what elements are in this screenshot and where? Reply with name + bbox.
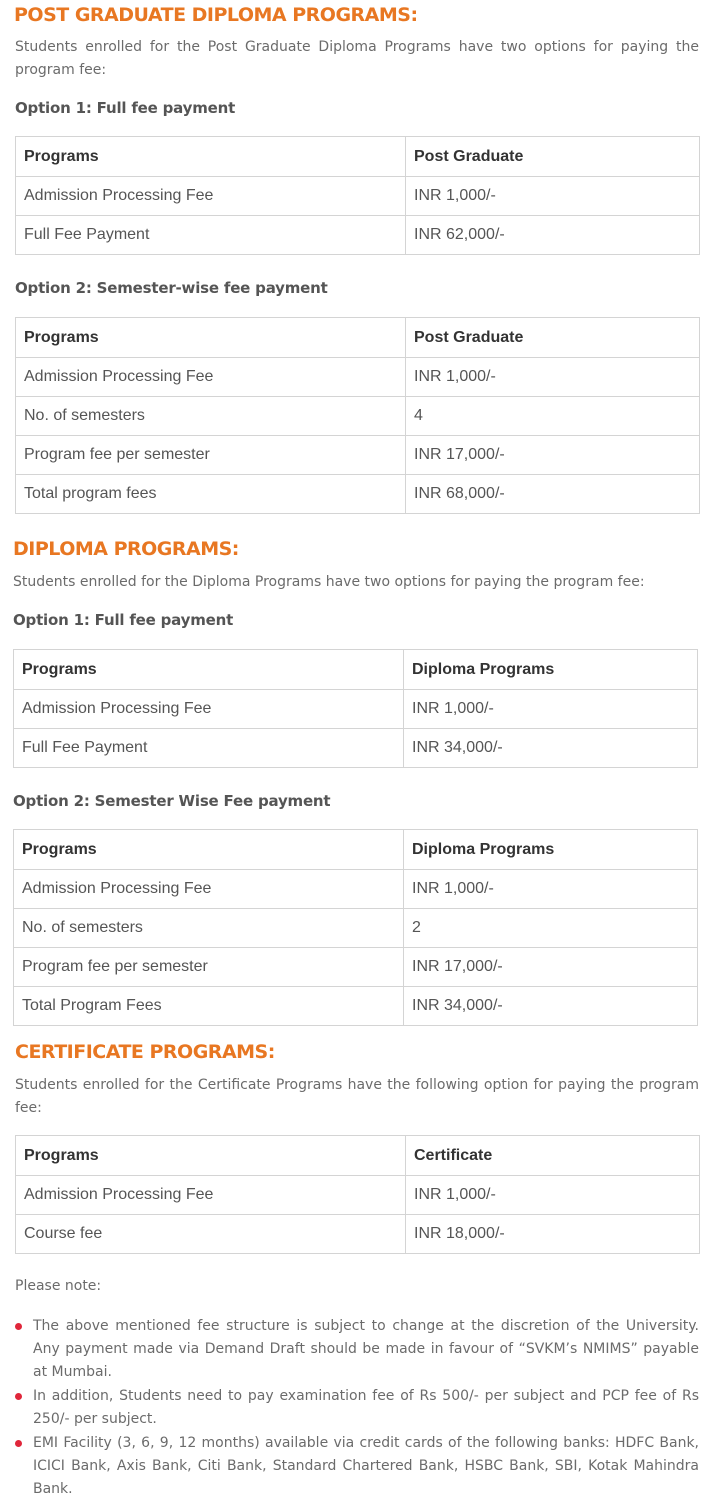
table-header-cell: Certificate [406, 1136, 700, 1176]
pg-option1-table [15, 136, 700, 255]
table-header-row [16, 318, 700, 358]
table-cell: INR 34,000/- [404, 987, 698, 1026]
certificate-intro: Students enrolled for the Certificate Programs have the following option for paying the program fee: [15, 1077, 699, 1116]
table-cell: Admission Processing Fee [14, 690, 404, 729]
table-cell: 2 [404, 909, 698, 948]
table-header-cell: Programs [16, 137, 406, 177]
note-text: In addition, Students need to pay examination fee of Rs 500/- per subject and PCP fee of Rs 250/- per subject. [33, 1388, 699, 1427]
table-row [16, 436, 700, 475]
notes-list [15, 1315, 699, 1502]
table-cell: INR 1,000/- [406, 1176, 700, 1215]
table-cell: Admission Processing Fee [16, 177, 406, 216]
table-row [16, 1215, 700, 1254]
table-cell: Full Fee Payment [16, 216, 406, 255]
table-cell: INR 1,000/- [404, 870, 698, 909]
table-cell: Admission Processing Fee [14, 870, 404, 909]
table-row [14, 987, 698, 1026]
table-row [16, 358, 700, 397]
table-header-cell: Programs [14, 830, 404, 870]
table-cell: Total Program Fees [14, 987, 404, 1026]
table-cell: Admission Processing Fee [16, 1176, 406, 1215]
list-item [15, 1432, 699, 1501]
table-cell: Full Fee Payment [14, 729, 404, 768]
table-row [14, 690, 698, 729]
table-header-cell: Diploma Programs [404, 650, 698, 690]
table-cell: Program fee per semester [16, 436, 406, 475]
table-cell: INR 1,000/- [406, 177, 700, 216]
table-cell: INR 1,000/- [404, 690, 698, 729]
bullet-icon [15, 1323, 22, 1330]
bullet-icon [15, 1393, 22, 1400]
table-cell: Course fee [16, 1215, 406, 1254]
diploma-intro: Students enrolled for the Diploma Programs have two options for paying the program fee: [13, 574, 645, 590]
notes-label: Please note: [15, 1278, 102, 1294]
table-cell: Total program fees [16, 475, 406, 514]
note-text: The above mentioned fee structure is subject to change at the discretion of the University. Any payment made via Demand Draft should be made in favour of “SVKM’s NMIMS” payable at Mumbai. [33, 1318, 699, 1380]
table-cell: INR 1,000/- [406, 358, 700, 397]
table-header-cell: Diploma Programs [404, 830, 698, 870]
table-row [16, 216, 700, 255]
table-row [14, 948, 698, 987]
table-cell: No. of semesters [14, 909, 404, 948]
list-item [15, 1385, 699, 1431]
table-row [16, 1176, 700, 1215]
table-cell: INR 34,000/- [404, 729, 698, 768]
table-header-row [16, 1136, 700, 1176]
diploma-option1-title: Option 1: Full fee payment [13, 611, 234, 629]
table-row [14, 870, 698, 909]
table-row [16, 177, 700, 216]
table-row [14, 729, 698, 768]
table-cell: INR 17,000/- [404, 948, 698, 987]
table-header-row [14, 830, 698, 870]
bullet-icon [15, 1440, 22, 1447]
table-header-cell: Post Graduate [406, 137, 700, 177]
table-header-cell: Programs [14, 650, 404, 690]
table-cell: Admission Processing Fee [16, 358, 406, 397]
table-header-row [16, 137, 700, 177]
certificate-heading: CERTIFICATE PROGRAMS: [15, 1041, 275, 1063]
table-cell: Program fee per semester [14, 948, 404, 987]
table-cell: 4 [406, 397, 700, 436]
pg-intro: Students enrolled for the Post Graduate Diploma Programs have two options for paying the program fee: [15, 39, 699, 78]
table-cell: INR 17,000/- [406, 436, 700, 475]
table-header-cell: Post Graduate [406, 318, 700, 358]
table-cell: No. of semesters [16, 397, 406, 436]
table-header-cell: Programs [16, 1136, 406, 1176]
pg-option2-title: Option 2: Semester-wise fee payment [15, 279, 328, 297]
diploma-heading: DIPLOMA PROGRAMS: [13, 538, 239, 560]
pg-option1-title: Option 1: Full fee payment [15, 99, 236, 117]
table-header-cell: Programs [16, 318, 406, 358]
diploma-option2-table [13, 829, 698, 1026]
list-item [15, 1315, 699, 1384]
certificate-table [15, 1135, 700, 1254]
table-row [16, 397, 700, 436]
table-header-row [14, 650, 698, 690]
table-row [16, 475, 700, 514]
diploma-option1-table [13, 649, 698, 768]
table-cell: INR 62,000/- [406, 216, 700, 255]
note-text: EMI Facility (3, 6, 9, 12 months) available via credit cards of the following banks: HDFC Bank, ICICI Bank, Axis Bank, Citi Bank, Standard Chartered Bank, HSBC Bank, SBI, Kotak Mahindra Bank. [33, 1435, 699, 1497]
table-cell: INR 68,000/- [406, 475, 700, 514]
table-row [14, 909, 698, 948]
table-cell: INR 18,000/- [406, 1215, 700, 1254]
pg-heading: POST GRADUATE DIPLOMA PROGRAMS: [14, 4, 418, 26]
diploma-option2-title: Option 2: Semester Wise Fee payment [13, 792, 331, 810]
pg-option2-table [15, 317, 700, 514]
